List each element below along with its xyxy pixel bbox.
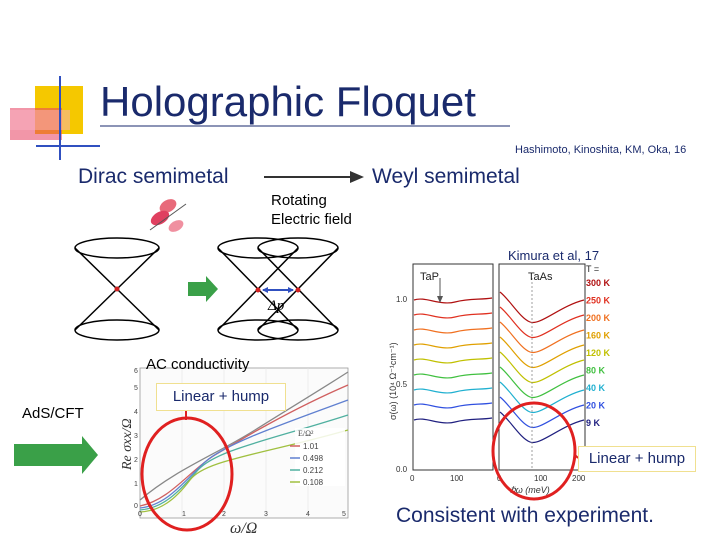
exp-ytick: 0.0: [396, 465, 408, 474]
theory-xtick: 2: [222, 511, 226, 518]
exp-xtick: 100: [450, 474, 464, 483]
exp-temp-label: 20 K: [586, 400, 606, 411]
theory-xtick: 0: [138, 511, 142, 518]
dirac-semimetal-label: Dirac semimetal: [78, 165, 229, 188]
theory-ytick: 5: [134, 385, 138, 392]
green-arrow-cones: [188, 276, 218, 302]
exp-temp-label: 300 K: [586, 278, 611, 288]
theory-ytick: 4: [134, 409, 138, 416]
exp-xtick: 200: [572, 474, 586, 483]
experiment-plot: [413, 264, 585, 470]
citation-experiment: Kimura et al, 17: [508, 248, 600, 263]
theory-xtick: 1: [182, 511, 186, 518]
exp-temp-label: 250 K: [586, 295, 611, 306]
theory-xtick: 4: [306, 511, 310, 518]
rotating-field-line1: Rotating: [271, 192, 327, 209]
weyl-semimetal-label: Weyl semimetal: [372, 165, 520, 188]
theory-legend-item: 0.108: [303, 478, 324, 487]
conclusion-text: Consistent with experiment.: [396, 504, 654, 527]
slide-title: Holographic Floquet: [100, 78, 476, 125]
exp-ylabel: σ(ω) (10⁴ Ω⁻¹cm⁻¹): [388, 342, 398, 420]
rotating-field-icon: [148, 196, 186, 234]
theory-xlabel: ω/Ω: [230, 520, 258, 537]
theory-xtick: 5: [342, 511, 346, 518]
theory-ytick: 3: [134, 433, 138, 440]
theory-ytick: 1: [134, 481, 138, 488]
citation-theory: Hashimoto, Kinoshita, KM, Oka, 16: [515, 144, 687, 156]
theory-legend-item: 0.498: [303, 454, 324, 463]
exp-temp-label: 120 K: [586, 348, 611, 358]
adscft-label: AdS/CFT: [22, 405, 84, 422]
exp-temp-label: 80 K: [586, 365, 606, 376]
exp-xtick: 0: [497, 474, 502, 483]
exp-xlabel: ℏω (meV): [510, 485, 550, 495]
exp-xtick: 0: [410, 474, 415, 483]
theory-ytick: 6: [134, 368, 138, 375]
exp-temp-label: 40 K: [586, 383, 606, 393]
transition-arrow: [264, 171, 364, 183]
dirac-cone: [75, 238, 159, 340]
theory-legend-title: E/Ω²: [298, 429, 314, 438]
exp-temp-label: 160 K: [586, 330, 611, 341]
theory-ylabel: Re σxx/Ω: [120, 418, 135, 470]
weyl-cones: [218, 238, 338, 340]
exp-panel-label-tap: TaP: [420, 271, 439, 283]
theory-yticks: [134, 368, 138, 510]
exp-temp-legend: [586, 278, 611, 428]
rotating-field-label: [271, 191, 352, 229]
theory-legend-item: 0.212: [303, 466, 324, 475]
linear-hump-theory-callout: Linear + hump: [156, 383, 286, 411]
exp-panel-label-taas: TaAs: [528, 271, 553, 283]
linear-hump-experiment-callout: Linear + hump: [578, 446, 696, 472]
ac-conductivity-label: AC conductivity: [146, 356, 250, 373]
theory-xtick: 3: [264, 511, 268, 518]
theory-ytick: 0: [134, 503, 138, 510]
exp-temp-header: T =: [586, 264, 600, 274]
adscft-arrow: [14, 436, 98, 474]
exp-xtick: 100: [534, 474, 548, 483]
theory-legend-item: 1.01: [303, 442, 319, 451]
exp-temp-label: 200 K: [586, 313, 611, 323]
rotating-field-line2: Electric field: [271, 211, 352, 228]
delta-p-label: Δp: [268, 298, 285, 314]
exp-ytick: 1.0: [396, 295, 408, 304]
exp-temp-label: 9 K: [586, 418, 601, 428]
theory-ytick: 2: [134, 457, 138, 464]
exp-ytick: 0.5: [396, 380, 408, 389]
